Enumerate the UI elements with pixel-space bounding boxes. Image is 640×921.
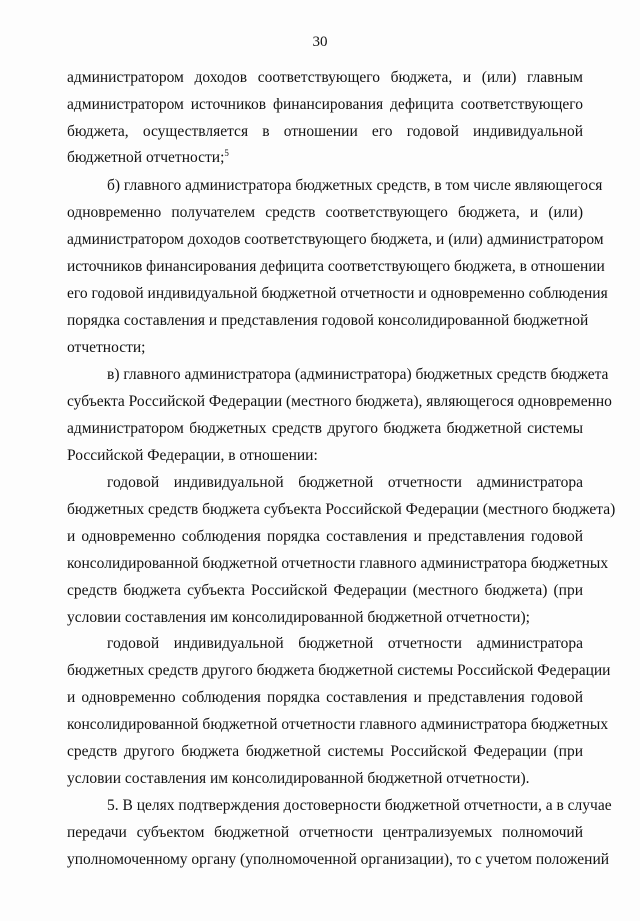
text-line: 5. В целях подтверждения достоверности бюджетной отчетности, а в случае bbox=[107, 797, 612, 814]
text-line: администратором доходов соответствующего бюджета, и (или) главным bbox=[67, 69, 583, 86]
text-line: средств другого бюджета бюджетной системы Российской Федерации (при bbox=[67, 743, 583, 760]
page-number: 30 bbox=[312, 34, 328, 50]
text-line: уполномоченному органу (уполномоченной организации), то с учетом положений bbox=[67, 851, 610, 868]
text-line: условии составления им консолидированной бюджетной отчетности); bbox=[67, 609, 530, 626]
text-line: годовой индивидуальной бюджетной отчетности администратора bbox=[107, 474, 583, 491]
text-line: администратором источников финансирования дефицита соответствующего bbox=[67, 96, 583, 113]
text-line: б) главного администратора бюджетных средств, в том числе являющегося bbox=[107, 177, 603, 194]
text-line: консолидированной бюджетной отчетности главного администратора бюджетных bbox=[67, 716, 609, 733]
text-line: передачи субъектом бюджетной отчетности централизуемых полномочий bbox=[67, 824, 583, 841]
text-line: бюджетной отчетности; bbox=[67, 149, 225, 166]
text-line: Российской Федерации, в отношении: bbox=[67, 447, 318, 464]
text-line: бюджета, осуществляется в отношении его годовой индивидуальной bbox=[67, 123, 583, 140]
text-line: средств бюджета субъекта Российской Федерации (местного бюджета) (при bbox=[67, 582, 583, 599]
text-line: годовой индивидуальной бюджетной отчетности администратора bbox=[107, 635, 583, 652]
text-line: и одновременно соблюдения порядка составления и представления годовой bbox=[67, 689, 583, 706]
footnote-ref: 5 bbox=[224, 147, 229, 158]
text-line: консолидированной бюджетной отчетности главного администратора бюджетных bbox=[67, 555, 609, 572]
text-line: условии составления им консолидированной бюджетной отчетности). bbox=[67, 770, 530, 787]
text-line-with-footnote bbox=[67, 148, 583, 168]
text-line: и одновременно соблюдения порядка составления и представления годовой bbox=[67, 528, 583, 545]
text-line: администратором доходов соответствующего бюджета, и (или) администратором bbox=[67, 231, 604, 248]
text-line: источников финансирования дефицита соответствующего бюджета, в отношении bbox=[67, 258, 605, 275]
text-line: субъекта Российской Федерации (местного бюджета), являющегося одновременно bbox=[67, 393, 612, 410]
text-line: администратором бюджетных средств другого бюджета бюджетной системы bbox=[67, 420, 583, 437]
text-line: порядка составления и представления годовой консолидированной бюджетной bbox=[67, 312, 589, 329]
text-line: его годовой индивидуальной бюджетной отчетности и одновременно соблюдения bbox=[67, 285, 608, 302]
text-line: отчетности; bbox=[67, 339, 146, 356]
text-line: одновременно получателем средств соответствующего бюджета, и (или) bbox=[67, 204, 583, 221]
text-line: в) главного администратора (администратора) бюджетных средств бюджета bbox=[107, 366, 609, 383]
text-line: бюджетных средств бюджета субъекта Российской Федерации (местного бюджета) bbox=[67, 501, 616, 518]
text-line: бюджетных средств другого бюджета бюджетной системы Российской Федерации bbox=[67, 662, 611, 679]
